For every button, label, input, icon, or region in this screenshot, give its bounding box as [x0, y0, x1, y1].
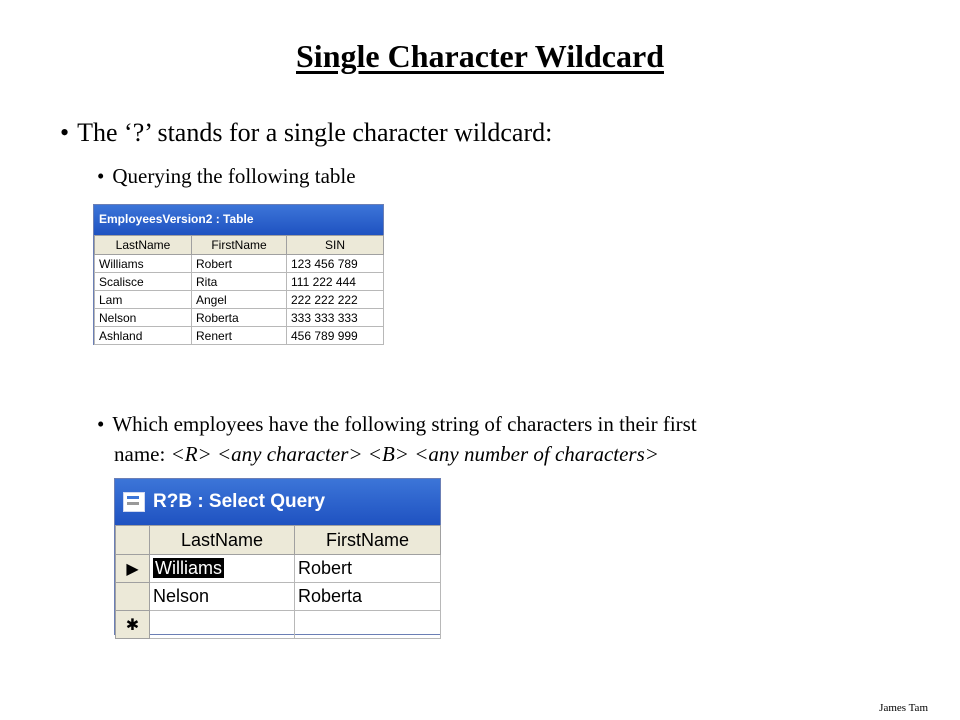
table-cell[interactable]: 123 456 789	[287, 255, 384, 273]
table-cell[interactable]: Nelson	[95, 309, 192, 327]
author-footer: James Tam	[879, 702, 928, 714]
table-cell[interactable]: Robert	[192, 255, 287, 273]
table-cell[interactable]: 333 333 333	[287, 309, 384, 327]
table-cell[interactable]: Robert	[295, 555, 441, 583]
column-header-lastname[interactable]: LastName	[150, 526, 295, 555]
bullet-dot: •	[97, 164, 105, 188]
table-header-row	[95, 236, 384, 255]
column-header-lastname[interactable]: LastName	[95, 236, 192, 255]
bullet-querying-text: Querying the following table	[112, 164, 356, 188]
table-cell[interactable]: Nelson	[150, 583, 295, 611]
select-query-title: R?B : Select Query	[153, 491, 326, 512]
bullet-which-text: Which employees have the following string of characters in their first	[112, 412, 697, 436]
slide-title: Single Character Wildcard	[296, 38, 664, 74]
column-header-firstname[interactable]: FirstName	[295, 526, 441, 555]
select-query-window	[114, 478, 441, 635]
table-cell[interactable]: Scalisce	[95, 273, 192, 291]
column-header-firstname[interactable]: FirstName	[192, 236, 287, 255]
table-cell[interactable]: Roberta	[295, 583, 441, 611]
new-record-icon[interactable]: ✱	[116, 611, 150, 639]
query-header-row	[116, 526, 441, 555]
employees-table	[94, 235, 384, 345]
column-header-sin[interactable]: SIN	[287, 236, 384, 255]
select-all-corner[interactable]	[116, 526, 150, 555]
token-r: <R>	[170, 442, 212, 466]
bullet-wildcard-text: The ‘?’ stands for a single character wildcard:	[77, 118, 553, 147]
table-row	[95, 273, 384, 291]
table-cell[interactable]: 456 789 999	[287, 327, 384, 345]
table-cell[interactable]: Lam	[95, 291, 192, 309]
table-cell[interactable]	[295, 611, 441, 639]
bullet-which-employees	[97, 409, 697, 469]
table-cell-selected[interactable]	[150, 555, 295, 583]
bullet-which-line1	[97, 409, 697, 439]
bullet-dot: •	[60, 118, 70, 147]
table-cell[interactable]	[150, 611, 295, 639]
query-window-icon	[123, 492, 145, 512]
table-cell[interactable]: Renert	[192, 327, 287, 345]
bullet-which-line2	[97, 439, 697, 469]
table-cell[interactable]: Roberta	[192, 309, 287, 327]
table-cell[interactable]: Ashland	[95, 327, 192, 345]
table-row	[95, 255, 384, 273]
select-query-titlebar	[115, 479, 440, 525]
table-row	[95, 309, 384, 327]
table-cell[interactable]: Williams	[95, 255, 192, 273]
table-row	[116, 555, 441, 583]
query-results-table	[115, 525, 441, 639]
token-any-character: <any character>	[216, 442, 363, 466]
bullet-name-prefix: name:	[114, 442, 171, 466]
table-row	[116, 583, 441, 611]
bullet-wildcard-intro	[60, 118, 552, 148]
new-record-row	[116, 611, 441, 639]
selected-cell-text: Williams	[155, 558, 222, 578]
current-row-selector-icon[interactable]: ▶	[116, 555, 150, 583]
token-b: <B>	[367, 442, 409, 466]
employees-table-titlebar: EmployeesVersion2 : Table	[94, 205, 383, 235]
table-cell[interactable]: 111 222 444	[287, 273, 384, 291]
row-selector[interactable]	[116, 583, 150, 611]
table-row	[95, 327, 384, 345]
table-cell[interactable]: Rita	[192, 273, 287, 291]
bullet-dot: •	[97, 412, 105, 436]
token-any-number-of-characters: <any number of characters>	[414, 442, 659, 466]
table-cell[interactable]: 222 222 222	[287, 291, 384, 309]
table-row	[95, 291, 384, 309]
employees-table-window	[93, 204, 384, 345]
table-cell[interactable]: Angel	[192, 291, 287, 309]
bullet-querying	[97, 164, 356, 189]
